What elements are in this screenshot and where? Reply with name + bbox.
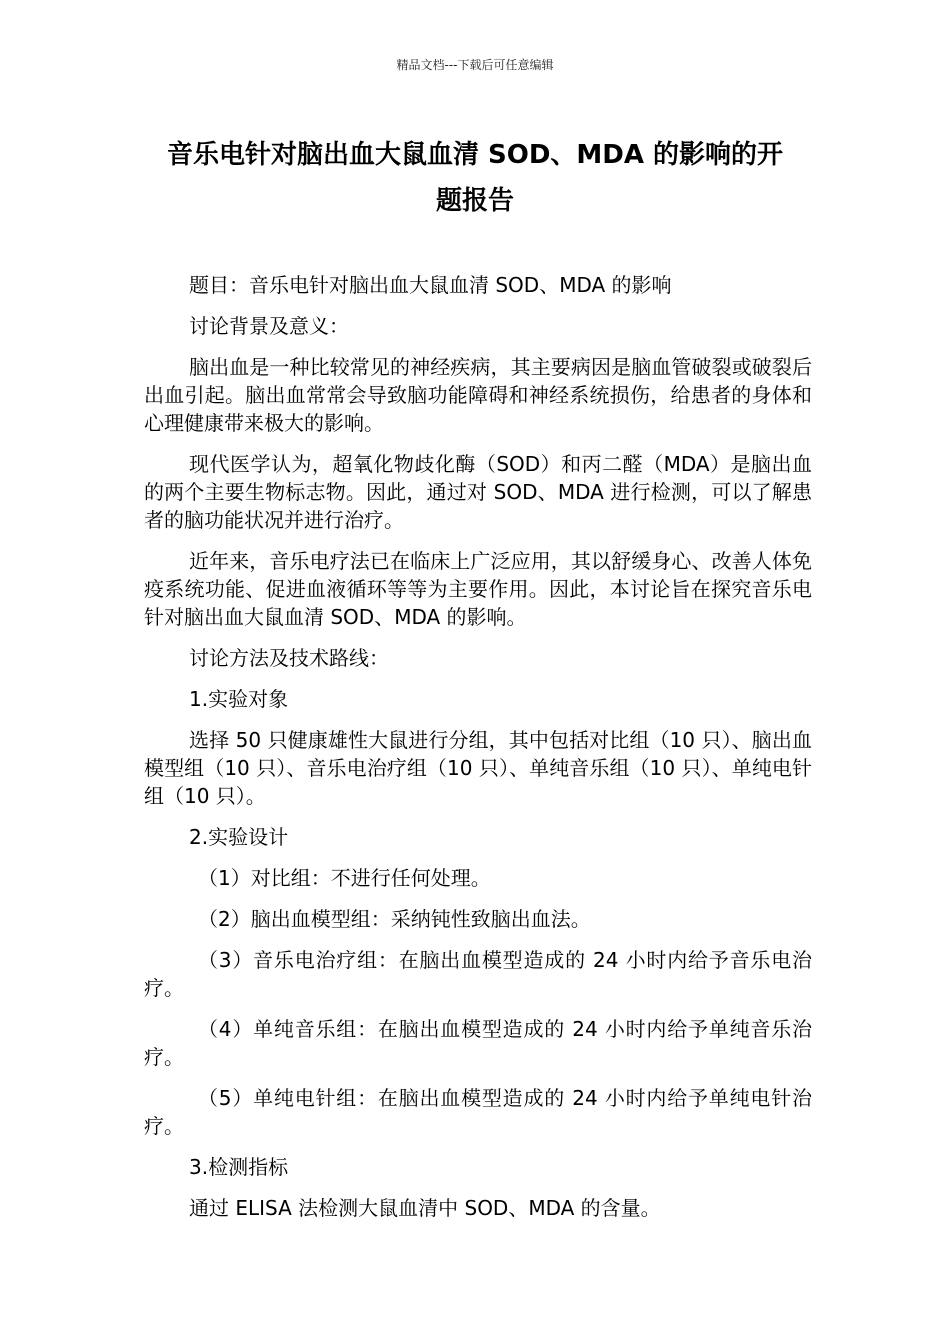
- topic-line: 题目：音乐电针对脑出血大鼠血清 SOD、MDA 的影响: [189, 273, 672, 297]
- subheading-indicators: 3.检测指标: [189, 1155, 289, 1179]
- paragraph-background-1: 脑出血是一种比较常见的神经疾病，其主要病因是脑血管破裂或破裂后出血引起。脑出血常常会导致脑功能障碍和神经系统损伤，给患者的身体和心理健康带来极大的影响。: [144, 355, 812, 435]
- paragraph-indicators: 通过 ELISA 法检测大鼠血清中 SOD、MDA 的含量。: [189, 1196, 661, 1220]
- document-body: [144, 271, 812, 1235]
- design-item-1: （1）对比组：不进行任何处理。: [198, 866, 491, 890]
- design-item-4: （4）单纯音乐组：在脑出血模型造成的 24 小时内给予单纯音乐治疗。: [144, 1017, 812, 1069]
- subheading-design: 2.实验设计: [189, 825, 289, 849]
- section-heading-methods: 讨论方法及技术路线：: [189, 646, 389, 670]
- paragraph-background-3: 近年来，音乐电疗法已在临床上广泛应用，其以舒缓身心、改善人体免疫系统功能、促进血液循环等等为主要作用。因此，本讨论旨在探究音乐电针对脑出血大鼠血清 SOD、MDA 的影响。: [144, 549, 812, 629]
- subheading-subjects: 1.实验对象: [189, 687, 289, 711]
- title-line-2: 题报告: [435, 186, 514, 216]
- title-line-1: 音乐电针对脑出血大鼠血清 SOD、MDA 的影响的开: [166, 140, 784, 170]
- design-item-5: （5）单纯电针组：在脑出血模型造成的 24 小时内给予单纯电针治疗。: [144, 1086, 812, 1138]
- section-heading-background: 讨论背景及意义：: [189, 314, 349, 338]
- design-item-3: （3）音乐电治疗组：在脑出血模型造成的 24 小时内给予音乐电治疗。: [144, 948, 812, 1000]
- paragraph-background-2: 现代医学认为，超氧化物歧化酶（SOD）和丙二醛（MDA）是脑出血的两个主要生物标志物。因此，通过对 SOD、MDA 进行检测，可以了解患者的脑功能状况并进行治疗。: [144, 452, 812, 532]
- design-item-2: （2）脑出血模型组：采纳钝性致脑出血法。: [198, 907, 591, 931]
- document-title: [140, 132, 810, 224]
- paragraph-subjects: 选择 50 只健康雄性大鼠进行分组，其中包括对比组（10 只）、脑出血模型组（10 只）、音乐电治疗组（10 只）、单纯音乐组（10 只）、单纯电针组（10 只）。: [144, 728, 812, 808]
- page-header: 精品文档---下载后可任意编辑: [396, 58, 554, 72]
